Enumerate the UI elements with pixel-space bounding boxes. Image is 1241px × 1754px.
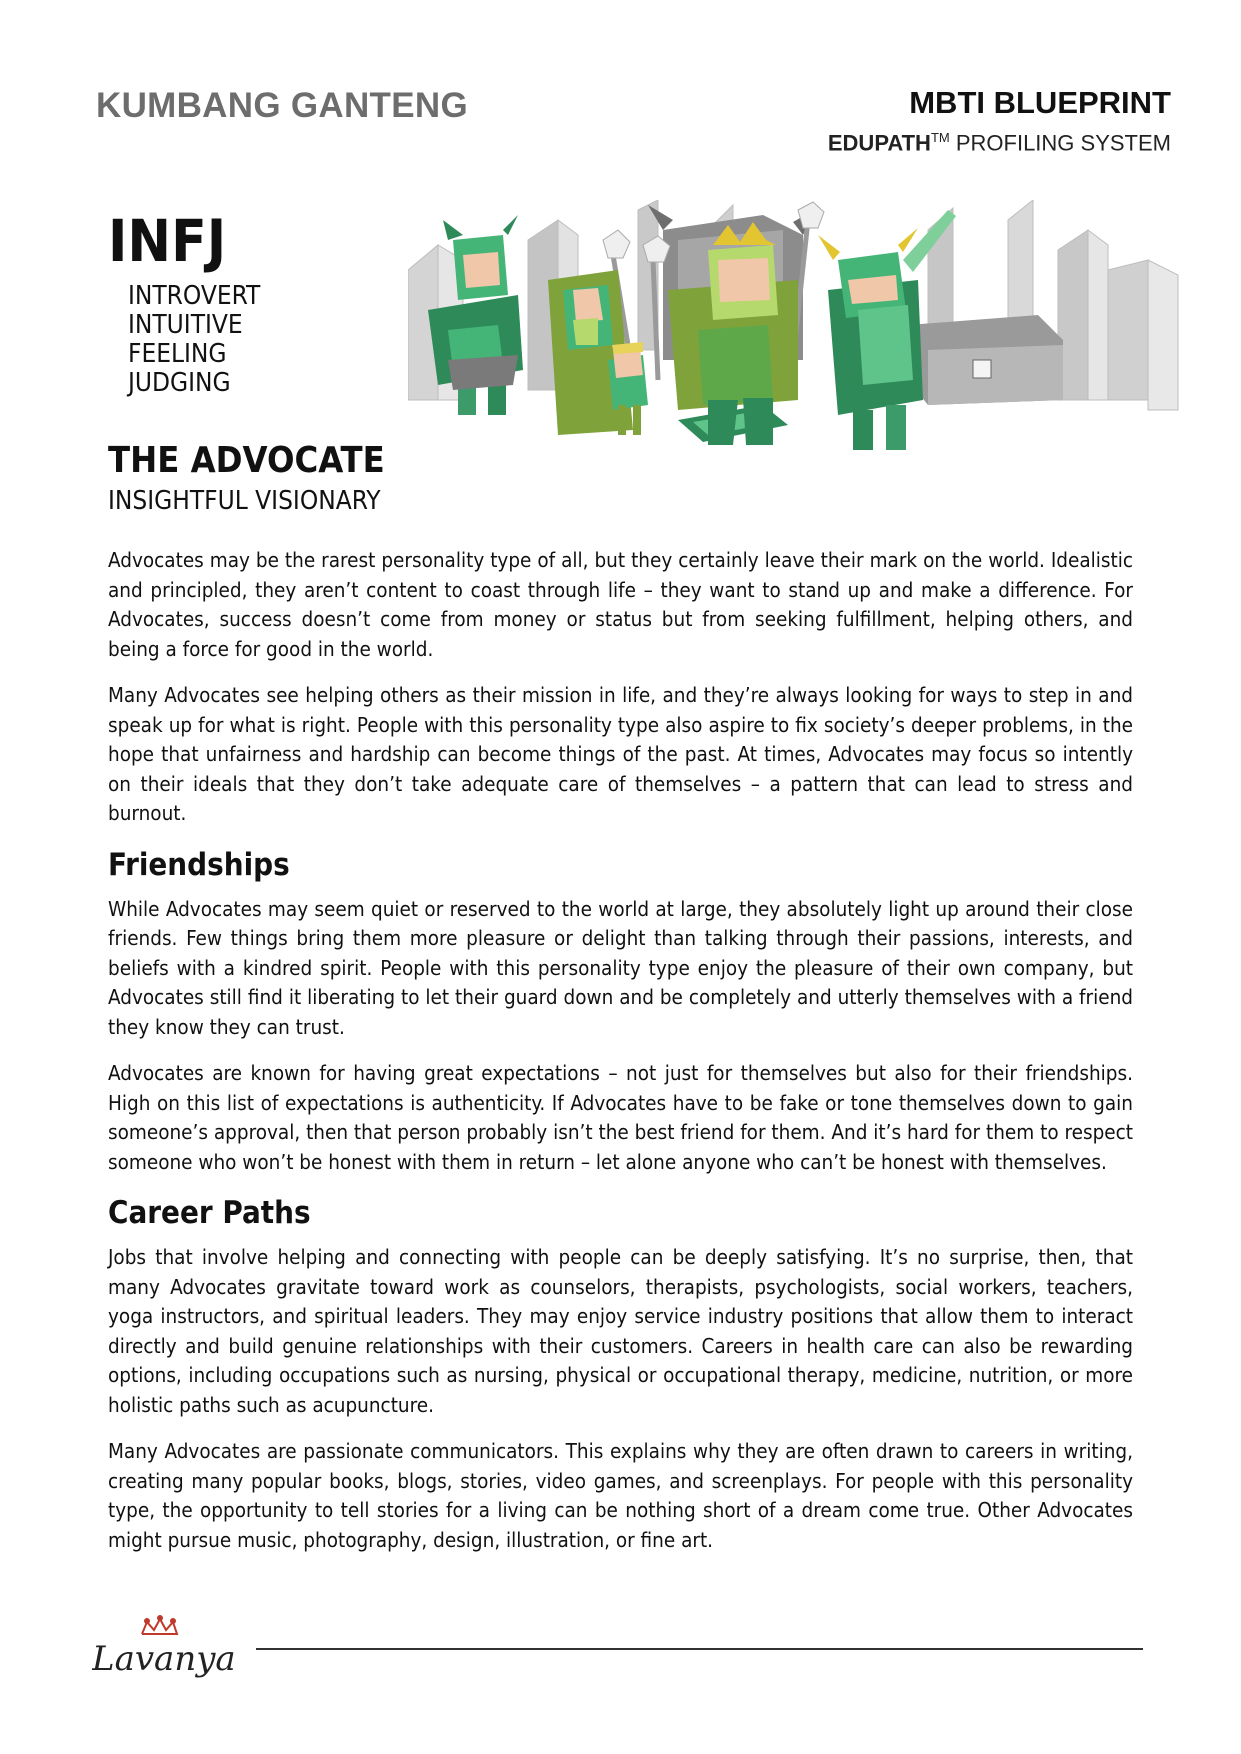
owner-name: KUMBANG GANTENG — [96, 86, 468, 125]
friendships-heading: Friendships — [108, 846, 290, 883]
system-brand: EDUPATH — [827, 130, 931, 156]
type-name: THE ADVOCATE — [108, 440, 385, 481]
career-paths-heading: Career Paths — [108, 1195, 311, 1231]
trait-list — [128, 282, 260, 398]
lavanya-logo — [92, 1614, 252, 1684]
intro-paragraph-1: Advocates may be the rarest personality type of all, but they certainly leave their mark on the world. Idealistic and principled, they aren’t content to coast through life – they want to stand up and make a difference. For Advocates, success doesn’t come from money or status but from seeking fulfillment, helping others, and being a force for good in the world. — [108, 548, 1133, 661]
crown-icon — [142, 1616, 177, 1634]
trait-introvert: INTROVERT — [128, 281, 261, 311]
trait-intuitive: INTUITIVE — [128, 310, 243, 340]
advocate-illustration — [408, 200, 1198, 510]
system-rest: PROFILING SYSTEM — [949, 130, 1171, 156]
logo-text: Lavanya — [92, 1639, 236, 1679]
document-header — [828, 86, 1171, 156]
type-subtitle: INSIGHTFUL VISIONARY — [108, 486, 381, 516]
system-label — [828, 130, 1171, 156]
trait-feeling: FEELING — [128, 339, 227, 369]
friendships-paragraph-2: Advocates are known for having great expectations – not just for themselves but also for their friendships. High on this list of expectations is authenticity. If Advocates have to be fake or tone themselves down to gain someone’s approval, then that person probably isn’t the best friend for them. And it’s hard for them to respect someone who won’t be honest with them in return – let alone anyone who can’t be honest with themselves. — [108, 1061, 1133, 1174]
trademark-mark: TM — [930, 130, 950, 145]
footer-divider — [256, 1648, 1143, 1650]
trait-judging: JUDGING — [128, 368, 231, 398]
document-title: MBTI BLUEPRINT — [909, 85, 1171, 120]
career-paragraph-2: Many Advocates are passionate communicators. This explains why they are often drawn to careers in writing, creating many popular books, blogs, stories, video games, and screenplays. For people with this personality type, the opportunity to tell stories for a living can be nothing short of a dream come true. Other Advocates might pursue music, photography, design, illustration, or fine art. — [108, 1439, 1133, 1552]
treasure-chest — [908, 315, 1063, 405]
friendships-paragraph-1: While Advocates may seem quiet or reserved to the world at large, they absolutely light up around their close friends. Few things bring them more pleasure or delight than talking through their passions, interests, and beliefs with a kindred spirit. People with this personality type enjoy the pleasure of their own company, but Advocates still find it liberating to let their guard down and be completely and utterly themselves with a friend they know they can trust. — [108, 896, 1133, 1039]
main-content — [108, 546, 1133, 1572]
intro-paragraph-2: Many Advocates see helping others as their mission in life, and they’re always looking for ways to step in and speak up for what is right. People with this personality type also aspire to fix society’s deeper problems, in the hope that unfairness and hardship can become things of the past. At times, Advocates may focus so intently on their ideals that they don’t take adequate care of themselves – a pattern that can lead to stress and burnout. — [108, 683, 1133, 825]
career-paragraph-1: Jobs that involve helping and connecting with people can be deeply satisfying. It’s no surprise, then, that many Advocates gravitate toward work as counselors, therapists, psychologists, social workers, teachers, yoga instructors, and spiritual leaders. They may enjoy service industry positions that allow them to interact directly and build genuine relationships with their customers. Careers in health care can also be rewarding options, including occupations such as nursing, physical or occupational therapy, medicine, nutrition, or more holistic paths such as acupuncture. — [108, 1245, 1133, 1417]
type-code: INFJ — [108, 207, 227, 275]
